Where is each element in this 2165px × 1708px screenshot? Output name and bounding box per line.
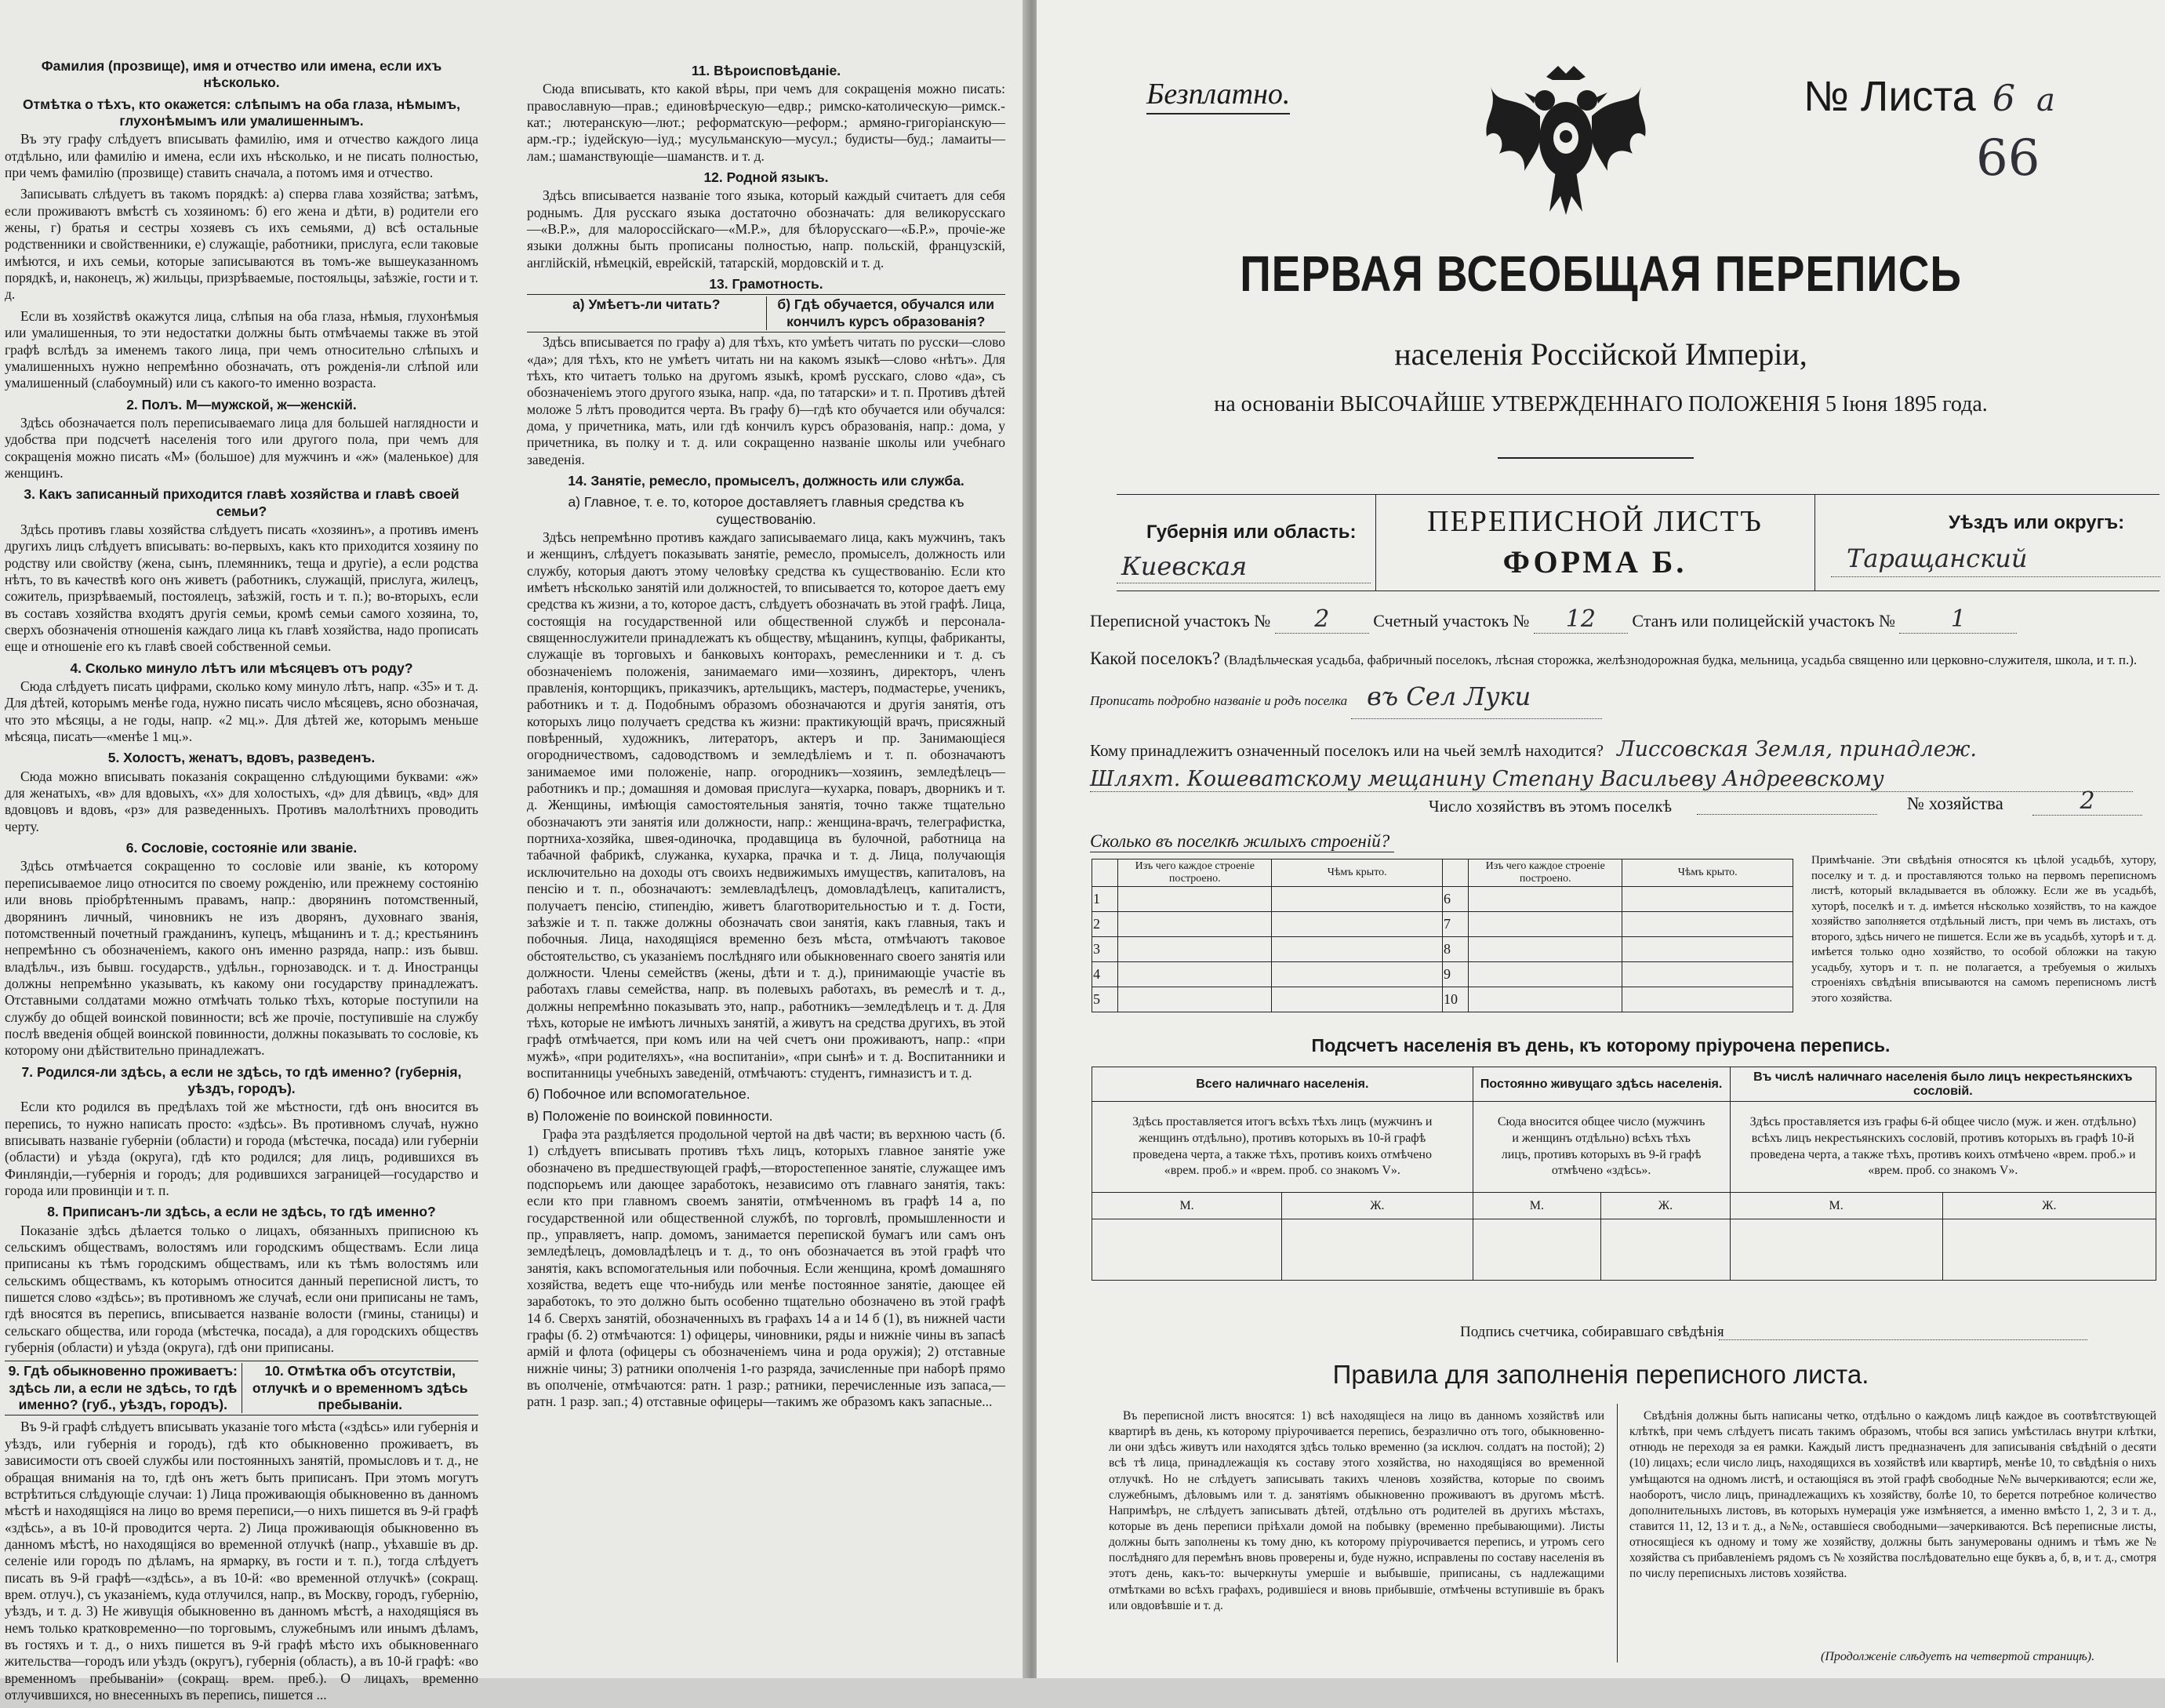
paragraph: Графа эта раздѣляется продольной чертой на двѣ части; въ верхнюю часть (б. 1) слѣдуетъ вписывать противъ тѣхъ лицъ, которыхъ главное занятіе уже обозначено въ предшествующей графѣ,—второстепенное занятіе, служащее имъ подспорьемъ или дающее заработокъ, независимо отъ главнаго занятія, такъ: если кто при главномъ своемъ занятіи, отмѣченномъ въ графѣ 14 а, по государственной или общественной службѣ, по торговлѣ, промышленности и пр., управляетъ, напр. домомъ, занимается перепиской бумагъ или самъ онъ земледѣлецъ, домовладѣлецъ и т. д., то онъ обозначается въ этой графѣ что занятія, какъ вспомогательныя или побочныя. Если женщина, кромѣ домашняго хозяйства, ведетъ еще что-нибудь или менѣе постоянное занятіе, дающее ей заработокъ, то это должно быть особенно тщательно обозначено въ этой графѣ 14 б. Сверхъ занятій, обозначенныхъ въ графахъ 14 а и 14 б (1), въ нижней части графы (б. 2) отмѣчаются: 1) офицеры, чиновники, ряды и нижніе чины въ запасѣ армій и флота (офицеры съ обозначеніемъ чина и рода оружія); 2) отставные нижніе чины; 3) ратники ополченія 1-го разряда, зачисленные при наборѣ прямо въ ополченіе, отмѣчаются: ратн. 1 разр.; ратники, перечисленные изъ запаса,—ратн. 1 разр. зап.; 4) отставные офицеры—такимъ же образомъ какъ запасные...	[527, 1125, 1005, 1410]
num-head	[1442, 859, 1468, 887]
region-box	[1117, 494, 2160, 591]
female-header: Ж.	[1601, 1193, 1730, 1219]
paragraph: Здѣсь противъ главы хозяйства слѣдуетъ писать «хозяинъ», а противъ именъ другихъ лицъ слѣдуетъ вписывать: во-первыхъ, какъ кто приходится хозяину по родству или свойству (жена, сынъ, племянникъ, теща и другіе), а если родства нѣтъ, то въ качествѣ кого онъ живетъ (работникъ, служащій, прислуга, жилецъ, сожитель, призрѣваемый, постоялецъ, заѣзжій, гость и т. п.); во-вторыхъ, если въ составъ хозяйства входятъ другія семьи, кромѣ семьи самого хозяина, то, сверхъ обозначенія отношенія каждаго лица къ главѣ хозяйства, надо прописать еще и отношеніе его къ главѣ своей собственной семьи.	[5, 521, 478, 655]
building-cell[interactable]	[1272, 962, 1443, 987]
rules-divider	[1617, 1404, 1618, 1663]
paragraph: Сюда можно вписывать показанія сокращенно слѣдующими буквами: «ж» для женатыхъ, «в» для вдовыхъ, «х» для холостыхъ, «д» для дѣвицъ, «вд» для вдовцовъ и вдовъ, «рз» для разведенныхъ. Противъ малолѣтнихъ проводить черту.	[5, 768, 478, 834]
uezd-underline	[1831, 576, 2160, 577]
count-col1-text: Здѣсь проставляется итогъ всѣхъ тѣхъ лицъ (мужчинъ и женщинъ отдѣльно), противъ которыхъ въ 10-й графѣ проведена черта, а также тѣхъ, противъ коихъ отмѣчено «врем. проб.» и «врем. проб. со знакомъ V».	[1092, 1102, 1473, 1193]
section-4-heading: 4. Сколько минуло лѣтъ или мѣсяцевъ отъ роду?	[70, 660, 413, 676]
paragraph: Здѣсь вписывается названіе того языка, который каждый считаетъ для себя роднымъ. Для русскаго языка достаточно обозначать: для великорусскаго—«В.Р.», для малороссійскаго—«М.Р.», для бѣлорусскаго—«Б.Р.», прочіе-же языки должны быть прописаны полностью, напр. польскій, французскій, англійскій, нѣмецкій, еврейскій, татарскій, мордовскій и т. д.	[527, 187, 1005, 271]
male-header: М.	[1730, 1193, 1942, 1219]
gubernia-cell	[1117, 495, 1376, 591]
buildings-label: Сколько въ поселкѣ жилыхъ строеній?	[1090, 831, 1394, 852]
count-area-label: Счетный участокъ №	[1373, 611, 1530, 631]
paragraph: Записывать слѣдуетъ въ такомъ порядкѣ: а) сперва глава хозяйства; затѣмъ, если проживаютъ вмѣстѣ съ хозяиномъ: б) его жена и дѣти, в) родители его жены, г) братья и сестры хозяевъ съ ихъ семьями, д) всѣ остальные родственники и свойственники, е) служащіе, работники, прислуга, если таковые имѣются, и ихъ семьи, которые записываются въ томъ-же вышеуказанномъ порядкѣ, и, наконецъ, ж) жильцы, призрѣваемые, постояльцы, заѣзжіе, гости и т. д.	[5, 186, 478, 303]
paragraph: Сюда слѣдуетъ писать цифрами, сколько кому минуло лѣтъ, напр. «35» и т. д. Для дѣтей, которымъ менѣе года, нужно писать число мѣсяцевъ, ясно обозначая, что это мѣсяцы, а не годы, напр. «2 мц.». Для дѣтей же, которымъ меньше мѣсяца, писать—«менѣе 1 мц.».	[5, 678, 478, 745]
sheet-number-value: 6	[1992, 77, 2015, 119]
count-col3-title: Въ числѣ наличнаго населенія было лицъ некрестьянскихъ сословій.	[1730, 1067, 2156, 1102]
rules-title: Правила для заполненія переписного листа.	[1332, 1360, 1869, 1389]
owner-value-2: Шляхт. Кошеватскому мещанину Степану Васильеву Андреевскому	[1090, 767, 2133, 792]
row-number: 4	[1092, 962, 1118, 987]
paragraph: Здѣсь отмѣчается сокращенно то сословіе или званіе, къ которому переписываемое лицо относится по своему рожденію, или прежнему состоянію или вновь пріобрѣтеннымъ правамъ, напр.: дворянинъ потомственный, дворянинъ личный, чиновникъ не изъ дворянъ, духовнаго званія, потомственный почетный гражданинъ, купецъ, мѣщанинъ и т. д.; крестьянинъ непремѣнно съ обозначеніемъ, какого онъ именно разряда, напр.: изъ бывш. владѣльч., изъ бывш. государств., удѣльн., горнозаводск. и т. д. Иностранцы должны непремѣнно указывать, къ какому они государству принадлежатъ. Отставными солдатами можно отмѣчать только тѣхъ, которые поступили на службу до общей воинской повинности; всѣ же прочіе, поступившіе на службу послѣ введенія общей воинской повинности, должны показывать то сословіе, къ которому они дѣйствительно принадлежатъ.	[5, 858, 478, 1059]
section-13-subheads	[527, 294, 1005, 333]
count-col1-title: Всего наличнаго населенія.	[1092, 1067, 1473, 1102]
row-number: 3	[1092, 937, 1118, 962]
household-number-value: 2	[2032, 787, 2142, 816]
section-13-heading: 13. Грамотность.	[709, 276, 823, 293]
population-count-table	[1092, 1067, 2156, 1281]
gubernia-label: Губернія или область:	[1146, 521, 1357, 543]
household-number-label: № хозяйства	[1907, 794, 2003, 813]
double-headed-eagle-icon	[1484, 61, 1648, 222]
census-legal-basis: на основаніи ВЫСОЧАЙШЕ УТВЕРЖДЕННАГО ПОЛОЖЕНІЯ 5 Іюня 1895 года.	[1214, 392, 1988, 416]
building-cell[interactable]	[1469, 887, 1622, 912]
counter-signature-label: Подпись счетчика, собиравшаго свѣдѣнія	[1460, 1324, 1724, 1340]
section-7-heading: 7. Родился-ли здѣсь, а если не здѣсь, то гдѣ именно? (губернія, уѣздъ, городъ).	[21, 1063, 462, 1096]
row-number: 2	[1092, 912, 1118, 937]
section-8-heading: 8. Приписанъ-ли здѣсь, а если не здѣсь, то гдѣ именно?	[47, 1204, 436, 1220]
paragraph: Если кто родился въ предѣлахъ той же мѣстности, гдѣ онъ вносится въ перепись, то нужно написать просто: «здѣсь». Въ противномъ случаѣ, нужно вписывать названіе губерніи (области) и города (мѣстечка, посада) или губерніи (области) и уѣзда (округа), гдѣ кто родился; для лицъ, родившихся въ Финляндіи,—губернія и городъ; для родившихся заграницей—государство и города или провинціи и т. п.	[5, 1099, 478, 1198]
divider	[1498, 457, 1694, 459]
section-9-heading: 9. Гдѣ обыкновенно проживаетъ: здѣсь ли, а если не здѣсь, то гдѣ именно? (губ., уѣздъ, городъ).	[5, 1363, 242, 1413]
building-cell[interactable]	[1622, 987, 1793, 1012]
count-cell[interactable]	[1282, 1219, 1473, 1281]
instructions-page	[0, 0, 1029, 1703]
population-count-title: Подсчетъ населенія въ день, къ которому пріурочена перепись.	[1311, 1035, 1891, 1056]
count-area-value: 12	[1534, 605, 1628, 634]
paragraph: Показаніе здѣсь дѣлается только о лицахъ, обязанныхъ приписною къ сельскимъ обществамъ, волостямъ или городскимъ обществамъ. Если лица приписаны къ тѣмъ городскимъ обществамъ, или къ тѣмъ волостямъ или сельскимъ обществамъ, къ которымъ относится данный переписной листъ, то пишется слово «здѣсь»; въ противномъ же случаѣ, если они приписаны не тамъ, гдѣ вносятся въ перепись, вписывается названіе волости (гмины, станицы) и сельскаго общества, или города (мѣстечка, посада), а для городскихъ обществъ губернія (области) и уѣзда (округа), гдѣ они приписаны.	[5, 1222, 478, 1356]
settlement-hint: (Владѣльческая усадьба, фабричный поселокъ, лѣсная сторожка, желѣзнодорожная будка, мельница, усадьба священно или церковно-служителя, школа, и т. п.).	[1224, 652, 2138, 667]
count-cell[interactable]	[1473, 1219, 1601, 1281]
counter-signature-line	[1719, 1339, 2087, 1340]
sheet-number-label: № Листа	[1804, 73, 1976, 120]
num-head	[1092, 859, 1118, 887]
female-header: Ж.	[1942, 1193, 2156, 1219]
section-2-heading: 2. Полъ. М—мужской, ж—женскій.	[126, 396, 357, 412]
owner-value-1: Лиссовская Земля, принадлеж.	[1617, 737, 1977, 761]
building-cell[interactable]	[1469, 912, 1622, 937]
census-area-value: 2	[1275, 605, 1369, 634]
stan-value: 1	[1899, 605, 2017, 634]
building-cell[interactable]	[1622, 912, 1793, 937]
row-number: 8	[1442, 937, 1468, 962]
paragraph: Здѣсь обозначается полъ переписываемаго лица для большей наглядности и удобства при подсчетѣ населенія того или другого пола, при чемъ для сокращенія можно писать «М» (большое) для мужчинъ и «ж» (маленькое) для женщинъ.	[5, 414, 478, 481]
building-cell[interactable]	[1469, 962, 1622, 987]
section-13a-heading: а) Умѣетъ-ли читать?	[527, 296, 767, 330]
building-cell[interactable]	[1272, 912, 1443, 937]
census-form-page	[1037, 0, 2165, 1678]
count-cell[interactable]	[1942, 1219, 2156, 1281]
section-11-heading: 11. Вѣроисповѣданіе.	[691, 63, 841, 78]
paragraph: Если въ хозяйствѣ окажутся лица, слѣпыя на оба глаза, нѣмыя, глухонѣмыя или умалишенныя, то эти недостатки должны быть отмѣчаемы также въ этой графѣ вслѣдъ за именемъ такого лица, при чемъ относительно слѣпыхъ и умалишенныхъ нужно непремѣнно обозначать, отъ рожденія-ли слѣпой или умалишенный (слабоумный) или съ какого-то именно возраста.	[5, 307, 478, 391]
building-cell[interactable]	[1272, 987, 1443, 1012]
male-header: М.	[1092, 1193, 1282, 1219]
gubernia-value: Киевская	[1121, 551, 1248, 581]
count-cell[interactable]	[1730, 1219, 1942, 1281]
section-12-heading: 12. Родной языкъ.	[703, 169, 829, 186]
buildings-note: Примѣчаніе. Эти свѣдѣнія относятся къ цѣлой усадьбѣ, хутору, поселку и т. д. и проставляются только на первомъ переписномъ листѣ, который вкладывается въ обложку. Если же въ усадьбѣ, хуторѣ, поселкѣ и т. д. имѣется нѣсколько хозяйствъ, то на каждое хозяйство заполняется отдѣльный листъ, при чемъ въ листахъ, отъ второго, здѣсь ничего не пишется. Если же въ усадьбѣ, хуторѣ и т. д. имѣется только одно хозяйство, то особой обложки на такую усадьбу, хуторъ и т. п. не полагается, а требуемыя о жилыхъ строеніяхъ свѣдѣнія вписываются на самомъ переписномъ листѣ этого хозяйства.	[1811, 854, 2156, 1005]
building-cell[interactable]	[1469, 937, 1622, 962]
count-cell[interactable]	[1601, 1219, 1730, 1281]
building-cell[interactable]	[1622, 962, 1793, 987]
paragraph: Въ эту графу слѣдуетъ вписывать фамилію, имя и отчество каждого лица отдѣльно, или фамилію и имена, если ихъ нѣсколько, и не писать полностью, при чемъ фамилію (прозвище) ставить сначала, а потомъ имя и отчество.	[5, 131, 478, 181]
owner-label: Кому принадлежитъ означенный поселокъ или на чьей землѣ находится?	[1090, 741, 1604, 760]
building-cell[interactable]	[1272, 937, 1443, 962]
settlement-block	[1090, 643, 2156, 719]
section-3-heading: 3. Какъ записанный приходится главѣ хозяйства и главѣ своей семьи?	[24, 486, 460, 519]
sheet-number	[1804, 72, 2055, 121]
building-cell[interactable]	[1272, 887, 1443, 912]
sheet-number-suffix: а	[2036, 82, 2055, 118]
section-14-heading: 14. Занятіе, ремесло, промыселъ, должность или служба.	[568, 472, 964, 489]
row-number: 7	[1442, 912, 1468, 937]
section-14b-heading: б) Побочное или вспомогательное.	[527, 1086, 750, 1103]
instructions-column-1	[5, 58, 478, 1708]
count-cell[interactable]	[1092, 1219, 1282, 1281]
free-label: Безплатно.	[1146, 77, 1290, 114]
building-cell[interactable]	[1118, 937, 1272, 962]
rules-column-1: Въ переписной листъ вносятся: 1) всѣ находящіеся на лицо въ данномъ хозяйствѣ или квартирѣ въ день, къ которому пріурочивается перепись, безразлично отъ того, обыкновенно-ли они здѣсь живутъ или находятся здѣсь только временно (за исключ. солдатъ на постой); 2) всѣ тѣ лица, принадлежащія къ составу этого хозяйства, но находящіяся во временной отлучкѣ. Но не слѣдуетъ записывать такихъ членовъ хозяйства, которые по своимъ служебнымъ, дѣловымъ или т. д. занятіямъ обыкновенно проживаютъ въ другомъ мѣстѣ. Напримѣръ, не слѣдуетъ записывать дѣтей, отдѣльно отъ родителей въ другихъ мѣстахъ, которые въ день переписи пріѣхали домой на побывку (временно пребывающими). Листы должны быть заполнены къ тому дню, къ которому пріурочивается перепись, и утромъ сего послѣдняго для перемѣнъ вновь проверены и, буде нужно, исправлены по составу населенія въ этотъ день, какъ-то: вычеркнуты умершіе и выбывшіе, приписаны, съ надлежащими отмѣтками во всѣхъ графахъ, родившіеся и вновь прибывшіе, отмѣчены вступившіе въ бракъ или овдовѣвшіе и т. д.	[1109, 1409, 1604, 1612]
owner-block	[1090, 737, 2156, 761]
stan-label: Станъ или полицейскій участокъ №	[1632, 611, 1895, 631]
instructions-column-2	[527, 58, 1005, 1415]
building-cell[interactable]	[1622, 937, 1793, 962]
row-number: 5	[1092, 987, 1118, 1012]
section-5-heading: 5. Холостъ, женатъ, вдовъ, разведенъ.	[107, 750, 376, 766]
areas-line	[1090, 605, 2156, 634]
census-area-label: Переписной участокъ №	[1090, 611, 1271, 631]
uezd-label: Уѣздъ или округъ:	[1949, 512, 2125, 533]
row-number: 10	[1442, 987, 1468, 1012]
census-title: ПЕРВАЯ ВСЕОБЩАЯ ПЕРЕПИСЬ	[1240, 245, 1962, 302]
form-letter: ФОРМА Б.	[1502, 544, 1687, 580]
building-cell[interactable]	[1118, 887, 1272, 912]
material-header: Изъ чего каждое строеніе построено.	[1469, 859, 1622, 887]
roof-header: Чѣмъ крыто.	[1622, 859, 1793, 887]
settlement-value: въ Сел Луки	[1351, 674, 1602, 719]
settlement-hint-2: Прописать подробно названіе и родъ поселка	[1090, 693, 1348, 709]
paragraph: Сюда вписывать, кто какой вѣры, при чемъ для сокращенія можно писать: православную—прав.; единовѣрческую—едвр.; римско-католическую—римск.-кат.; лютеранскую—лют.; реформатскую—реформ.; армяно-григоріанскую—арм.-гр.; іудейскую—іуд.; мусульманскую—мусул.; будисты—буд.; ламаиты—лам.; шаманствующіе—шаманств. и т. д.	[527, 81, 1005, 164]
row-number: 9	[1442, 962, 1468, 987]
material-header: Изъ чего каждое строеніе построено.	[1118, 859, 1272, 887]
section-6-heading: 6. Сословіе, состояніе или званіе.	[125, 840, 358, 856]
sheet-type-title: ПЕРЕПИСНОЙ ЛИСТЪ	[1427, 505, 1763, 538]
section-14v-heading: в) Положеніе по воинской повинности.	[527, 1107, 773, 1124]
households-count-line	[1697, 814, 1877, 815]
male-header: М.	[1473, 1193, 1601, 1219]
uezd-value: Таращанский	[1847, 543, 2028, 573]
buildings-table	[1092, 859, 1793, 1012]
col-heading: Фамилия (прозвище), имя и отчество или имена, если ихъ нѣсколько.	[41, 58, 442, 91]
form-title-cell	[1375, 495, 1814, 591]
row-number: 1	[1092, 887, 1118, 912]
building-cell[interactable]	[1118, 987, 1272, 1012]
section-mark-heading: Отмѣтка о тѣхъ, кто окажется: слѣпымъ на оба глаза, нѣмымъ, глухонѣмымъ или умалишеннымъ.	[22, 96, 461, 129]
paragraph: Здѣсь непремѣнно противъ каждаго записываемаго лица, какъ мужчинъ, такъ и женщинъ, слѣдуетъ показывать занятіе, ремесло, промыселъ, должность или службу, которыя даютъ этому человѣку средства къ существованію. Если кто имѣетъ нѣсколько занятій или должностей, то вписывается то, которое даетъ ему средства къ жизни, а то, которое дастъ, слѣдуетъ обозначать въ этой графѣ. Лица, состоящія на государственной или общественной службѣ и персонала-священнослужители принадлежатъ къ обществу, мѣщанинъ, купцы, фабриканты, служащіе въ торговыхъ и банковыхъ конторахъ, ремесленники и т. д. съ обозначеніемъ положенія, занимаемаго ими—хозяинъ, директоръ, членъ правленія, конторщикъ, приказчикъ, артельщикъ, мастеръ, подмастерье, ученикъ, работникъ и т. д. Подобнымъ образомъ обозначаются и другія занятія, отъ которыхъ лицо получаетъ средства къ жизни: практикующій врачъ, присяжный повѣренный, художникъ, литераторъ, актеръ и пр. Занимающіеся огородничествомъ, садоводствомъ и земледѣліемъ и т. п. обозначаютъ занимаемое ими положеніе, напр. огородникъ—хозяинъ, земледѣлецъ—работникъ и пр.; домашняя и домовая прислуга—кухарка, поваръ, дворникъ и т. д. Женщины, имѣющія самостоятельныя занятія, точно также тщательно обозначаютъ эти занятія или должности, напр.: женщина-врачъ, телеграфистка, портниха-хозяйка, швея-одиночка, продавщица въ булочной, работница на табачной фабрикѣ, служанка, кухарка, прачка и т. д. Лица, получающія исключительно на доходы отъ своихъ недвижимыхъ имуществъ, капиталовъ, на пенсію и т. п., обозначаютъ: землевладѣлецъ, домовладѣлецъ, капиталистъ, получаетъ пенсію, стипендію, живетъ благотворительностью и т. д. Гости, заѣзжіе и т. п. также должны обозначать свои занятія, какъ главныя, такъ и побочныя. Лица, находящіяся временно безъ мѣста, отмѣчаютъ таковое обстоятельство, съ указаніемъ послѣдняго или обыкновеннаго своего занятія или должности. Члены семействъ (жены, дѣти и т. д.), принимающіе участіе въ работахъ главы семейства, напр. въ полевыхъ работахъ, въ ремеслѣ и т. д., должны непремѣнно показывать это, напр., работникъ—земледѣлецъ и т. д. Для тѣхъ, которые не имѣютъ личныхъ занятій, а живутъ на средства другихъ, въ этой графѣ отмѣчается, при комъ или на чей счетъ они проживаютъ, напр.: «при мужѣ», «при родителяхъ», «на воспитаніи», «при сынѣ» и т. д. Воспитанники и воспитанницы учебныхъ заведеній, отмѣчаютъ: студентъ, гимназистъ и т. д.	[527, 529, 1005, 1081]
settlement-label: Какой поселокъ?	[1090, 649, 1221, 668]
section-13b-heading: б) Гдѣ обучается, обучался или кончилъ курсъ образованія?	[777, 296, 995, 329]
count-col3-text: Здѣсь проставляется изъ графы 6-й общее число (муж. и жен. отдѣльно) всѣхъ лицъ некрестьянскихъ сословій, противъ которыхъ въ графѣ 10-й проведена черта, а также тѣхъ, противъ коихъ отмѣчено «врем. проб.» и «врем. проб. со знакомъ V».	[1730, 1102, 2156, 1193]
row-number: 6	[1442, 887, 1468, 912]
building-cell[interactable]	[1118, 912, 1272, 937]
female-header: Ж.	[1282, 1193, 1473, 1219]
rules-column-2: Свѣдѣнія должны быть написаны четко, отдѣльно о каждомъ лицѣ каждое въ соотвѣтствующей клѣткѣ, при чемъ слѣдуетъ писать такимъ образомъ, чтобы вся запись умѣстилась внутри клѣтки, отнюдь не переходя за ея рамки. Каждый листъ предназначенъ для записыванія свѣдѣній о десяти (10) лицахъ; если число лицъ, находящихся въ хозяйствѣ или квартирѣ, менѣе 10, то свѣдѣнія о нихъ умѣщаются на одномъ листѣ, и остающіяся въ этой графѣ свободные №№ вычеркиваются; если же, наоборотъ, число лицъ, принадлежащихъ къ хозяйству, болѣе 10, то берется потребное количество дополнительныхъ листовъ, въ которыхъ нумерація уже измѣняется, а именно вмѣсто 1, 2, 3 и т. д., ставится 11, 12, 13 и т. д., а №№, оставшіеся свободными—зачеркиваются. Всѣ переписные листы, относящіеся къ одному и тому же хозяйству, должны быть занумерованы однимъ и тѣмъ же № хозяйства съ прибавленіемъ рядомъ съ № хозяйства послѣдовательно еще буквъ а, б, в, и т. д., смотря по числу переписныхъ листовъ хозяйства.	[1629, 1409, 2156, 1581]
uezd-cell	[1814, 495, 2160, 591]
building-cell[interactable]	[1118, 962, 1272, 987]
paragraph: Здѣсь вписывается по графу а) для тѣхъ, кто умѣетъ читать по русски—слово «да»; для тѣхъ, кто не умѣетъ читать ни на какомъ языкѣ—слово «нѣтъ». Для тѣхъ, кто читаетъ только на другомъ языкѣ, кромѣ русскаго, слово «да», съ обозначеніемъ этого другого языка, напр. «да, по татарски» и т. п. Противъ дѣтей моложе 5 лѣтъ проводится черта. Въ графу б)—гдѣ кто обучается или обучался: дома, у причетника, мать, или гдѣ кончилъ курсъ образованія, напр.: дома, у причетника, въ полку и т. д. или сокращенно названіе школы или учебнаго заведенія.	[527, 334, 1005, 467]
roof-header: Чѣмъ крыто.	[1272, 859, 1443, 887]
rules-continuation: (Продолженіе слѣдуетъ на четвертой страницѣ).	[1821, 1650, 2095, 1663]
households-count-label: Число хозяйствъ въ этомъ поселкѣ	[1429, 797, 1672, 816]
building-cell[interactable]	[1622, 887, 1793, 912]
census-subtitle: населенія Россійской Имперіи,	[1394, 336, 1807, 372]
section-10-heading: 10. Отмѣтка объ отсутствіи, отлучкѣ и о временномъ здѣсь пребываніи.	[252, 1363, 468, 1413]
pencil-page-number: 66	[1976, 129, 2040, 187]
count-col2-text: Сюда вносится общее число (мужчинъ и женщинъ отдѣльно) всѣхъ тѣхъ лицъ, противъ которыхъ въ 9-й графѣ отмѣчено «здѣсь».	[1473, 1102, 1730, 1193]
section-14a-heading: а) Главное, т. е. то, которое доставляетъ главныя средства къ существованію.	[568, 494, 964, 527]
paragraph: Въ 9-й графѣ слѣдуетъ вписывать указаніе того мѣста («здѣсь» или губернія и уѣздъ, или губернія и городъ), гдѣ кто обыкновенно проживаетъ, въ зависимости отъ своей службы или постоянныхъ занятій, промысловъ и т. д., не обращая вниманія на то, гдѣ онъ жетъ быть приписанъ. При этомъ могутъ встрѣтиться слѣдующіе случаи: 1) Лица проживающія обыкновенно въ данномъ мѣстѣ и находящіяся на лицо во время переписи,—о нихъ пишется въ 9-й графѣ «здѣсь», а въ 10-й проводится черта. 2) Лица проживающія обыкновенно въ данномъ мѣстѣ, но находящіяся во временной отлучкѣ (напр., уѣхавшіе въ др. селеніе или городъ по дѣламъ, на ярмарку, въ гости и т. п.), тогда слѣдуетъ писать въ 9-й графѣ—«здѣсь», а въ 10-й: «во временной отлучкѣ» (сокращ. врем. отлуч.), съ указаніемъ, куда отлучился, напр., въ Москву, городъ, губернію, уѣздъ, и т. д. 3) Не живущія обыкновенно въ данномъ мѣстѣ, а находящіяся въ немъ только кратковременно—по торговымъ, служебнымъ или инымъ дѣламъ, въ гостяхъ и т. д., о нихъ пишется въ 9-й графѣ мѣсто ихъ обыкновеннаго жительства—городъ или уѣздъ (округъ), губернія (область), а въ 10-й графѣ: «во временномъ пребываніи» (сокращ. врем. преб.). О лицахъ, временно отлучившихся, но внесенныхъ въ перепись, пишется ...	[5, 1419, 478, 1703]
count-col2-title: Постоянно живущаго здѣсь населенія.	[1473, 1067, 1730, 1102]
building-cell[interactable]	[1469, 987, 1622, 1012]
sections-9-10-header	[5, 1361, 478, 1415]
